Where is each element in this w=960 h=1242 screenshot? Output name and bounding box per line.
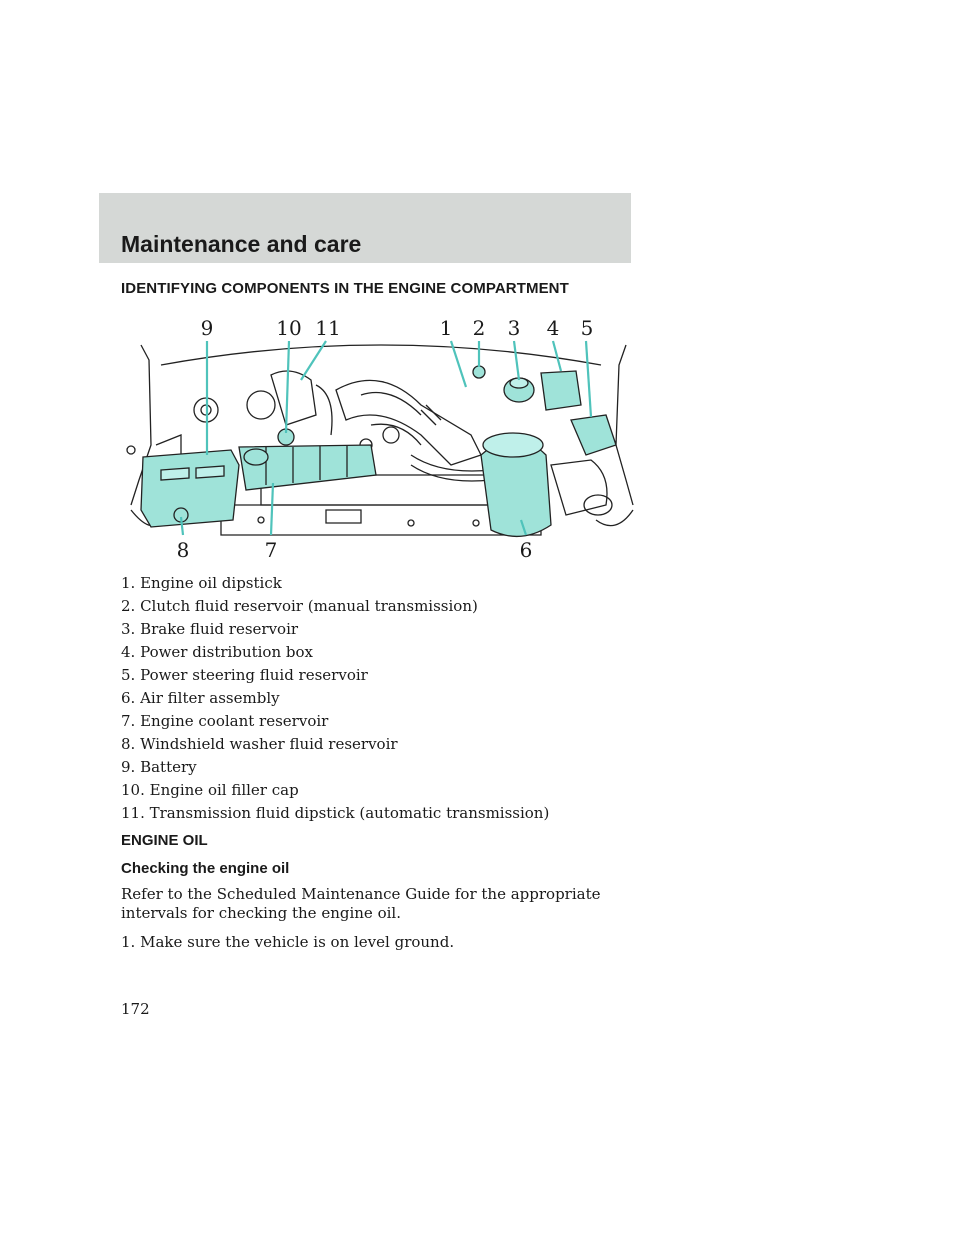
callout-9: 9: [200, 316, 214, 340]
legend-item: 2. Clutch fluid reservoir (manual transmission): [121, 597, 478, 615]
page-header-title: Maintenance and care: [121, 231, 362, 257]
callout-8: 8: [176, 538, 190, 562]
checking-oil-subheading: Checking the engine oil: [121, 860, 290, 877]
callout-1: 1: [439, 316, 453, 340]
legend-item: 9. Battery: [121, 758, 197, 776]
step-1-text: 1. Make sure the vehicle is on level ground.: [121, 933, 455, 951]
legend-item: 8. Windshield washer fluid reservoir: [121, 735, 398, 753]
section-heading: IDENTIFYING COMPONENTS IN THE ENGINE COMPARTMENT: [121, 280, 569, 297]
engine-compartment-diagram: [121, 305, 641, 575]
callout-11: 11: [315, 316, 341, 340]
callout-5: 5: [580, 316, 594, 340]
legend-item: 3. Brake fluid reservoir: [121, 620, 299, 638]
header-band: [99, 193, 631, 263]
callout-10: 10: [276, 316, 302, 340]
callout-2: 2: [472, 316, 486, 340]
engine-oil-heading: ENGINE OIL: [121, 832, 208, 849]
component-legend: [121, 572, 641, 825]
callout-4: 4: [546, 316, 560, 340]
callout-3: 3: [507, 316, 521, 340]
highlighted-components: [141, 366, 616, 536]
legend-item: 7. Engine coolant reservoir: [121, 712, 329, 730]
page-number: 172: [121, 1000, 150, 1018]
legend-item: 11. Transmission fluid dipstick (automatic transmission): [121, 804, 550, 822]
interval-paragraph: Refer to the Scheduled Maintenance Guide for the appropriate intervals for checking the engine oil.: [121, 885, 601, 922]
legend-item: 10. Engine oil filler cap: [121, 781, 299, 799]
callout-6: 6: [519, 538, 533, 562]
legend-item: 6. Air filter assembly: [121, 689, 280, 707]
legend-item: 5. Power steering fluid reservoir: [121, 666, 368, 684]
callout-7: 7: [264, 538, 278, 562]
legend-item: 1. Engine oil dipstick: [121, 574, 282, 592]
legend-item: 4. Power distribution box: [121, 643, 313, 661]
